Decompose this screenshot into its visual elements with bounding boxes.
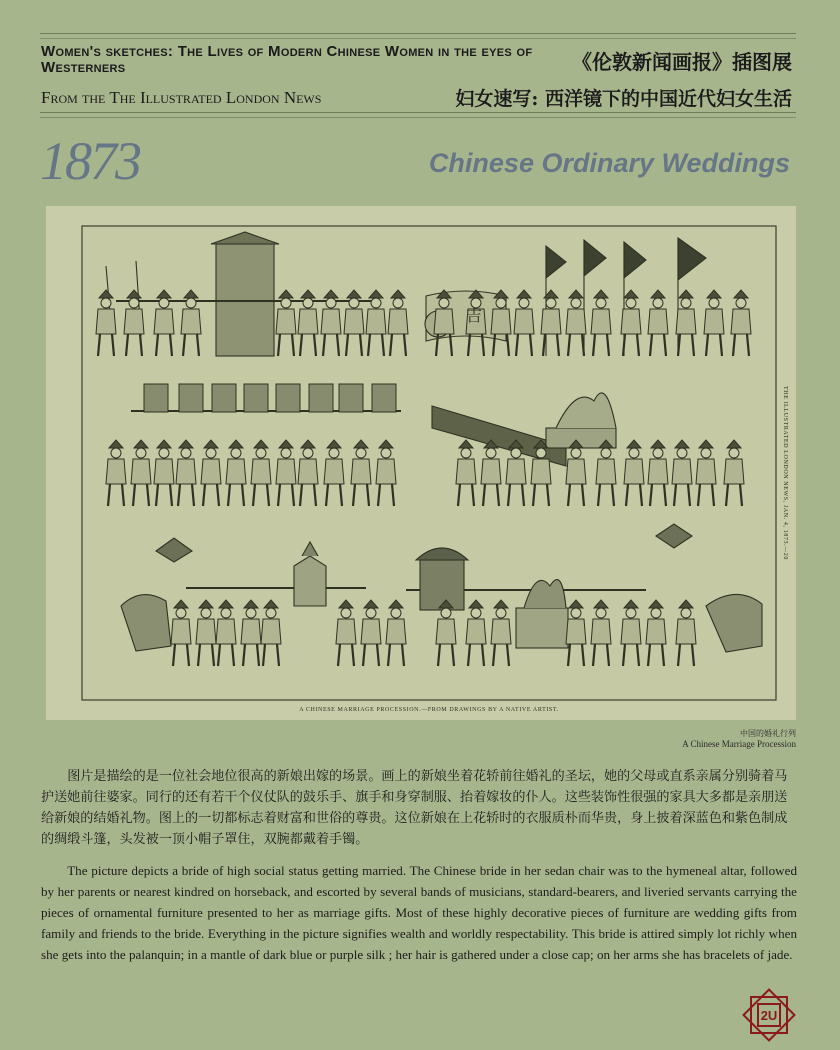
figure-caption-chinese: 中国的婚礼行列 — [740, 729, 796, 738]
plate-caption: A CHINESE MARRIAGE PROCESSION.—FROM DRAWINGS BY A NATIVE ARTIST. — [299, 707, 559, 713]
header-english-subtitle: From the The Illustrated London News — [41, 88, 322, 107]
header-bottom-rule — [40, 112, 796, 113]
header-chinese-subtitle: 妇女速写: 西洋镜下的中国近代妇女生活 — [455, 88, 792, 110]
lantern — [309, 384, 333, 412]
top-rule — [40, 33, 796, 34]
lantern — [179, 384, 203, 412]
lantern — [339, 384, 363, 412]
lantern — [244, 384, 268, 412]
lantern — [144, 384, 168, 412]
section-title: Chinese Ordinary Weddings — [428, 148, 790, 178]
body-text-chinese: 图片是描绘的是一位社会地位很高的新娘出嫁的场景。画上的新娘坐着花轿前往婚礼的圣坛，她的父母或直系亲属分别骑着马护送她前往婆家。同行的还有若干个仪仗队的鼓乐手、旗手和身穿制服、抬着嫁妆的仆人。这些装饰性很强的家具大多都是亲朋送给新娘的结婚礼物。图上的一切都标志着财富和世俗的尊贵。这位新娘在上花轿时的衣服质朴而华贵，身上披着深蓝色和紫色制成的绸缎斗篷，头发被一顶小帽子罩住，双腕都戴着手镯。 — [41, 769, 788, 847]
top-rule-thin — [40, 38, 796, 39]
logo-text: 2U — [760, 1008, 778, 1023]
header-bottom-rule-thin — [40, 117, 796, 118]
lantern — [276, 384, 300, 412]
banner-glyph: 吉 — [466, 306, 483, 325]
lantern — [372, 384, 396, 412]
museum-logo — [742, 988, 796, 1042]
plate-side-text: THE ILLUSTRATED LONDON NEWS, JAN. 4, 1873.—20 — [782, 386, 788, 560]
header-english-title: Women's sketches: The Lives of Modern Chinese Women in the eyes of Westerners — [41, 43, 533, 76]
marriage-procession-engraving — [46, 206, 796, 720]
lantern — [212, 384, 236, 412]
header-chinese-title: 《伦敦新闻画报》插图展 — [572, 50, 792, 74]
body-text-english: The picture depicts a bride of high social status getting married. The Chinese bride in her sedan chair was to the hymeneal altar, followed by her parents or nearest kindred on horseback, and escorted by several bands of musicians, standard-bearers, and liveried servants carrying the pieces of ornamental furniture presented to her as marriage gifts. Most of these highly decorative pieces of furniture are wedding gifts from family and friends to the bride. Everything in the picture signifies wealth and worldly respectability. This bride is attired simply lot richly when she gets into the palanquin; in a mantle of dark blue or purple silk ; her hair is gathered under a close cap; on her arms she has bracelets of jade. — [41, 863, 797, 962]
engraving-figure — [46, 206, 796, 720]
year-heading: 1873 — [40, 131, 140, 191]
figure-caption-english: A Chinese Marriage Procession — [682, 739, 796, 749]
